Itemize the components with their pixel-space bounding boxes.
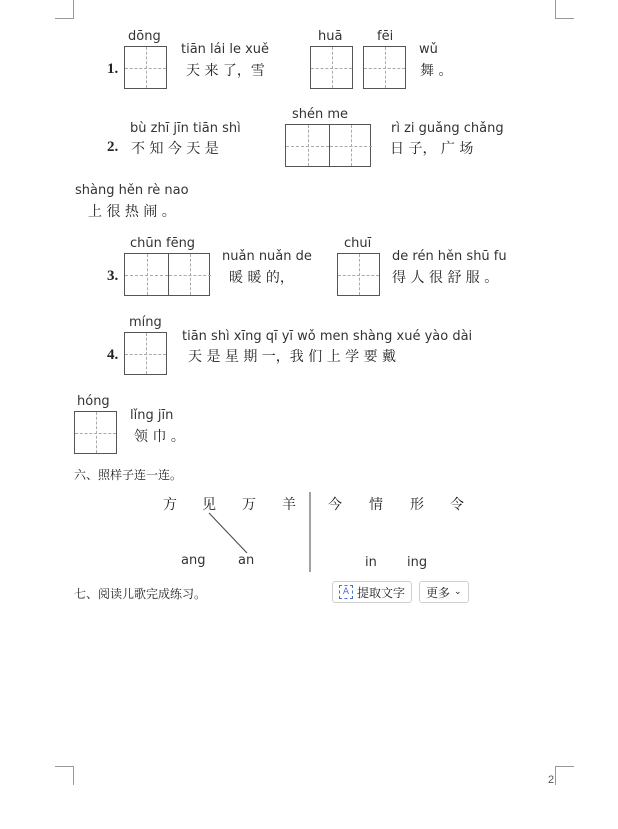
chevron-down-icon: ⌄ <box>454 587 462 597</box>
q1-pinyin-end: wǔ <box>419 42 438 57</box>
left-rime-ang: ang <box>181 553 206 568</box>
q1-pinyin-box1: dōng <box>128 29 161 44</box>
q4-pinyin-continued: lǐng jīn <box>130 408 174 423</box>
q3-pinyin-box1: chūn fēng <box>130 236 196 251</box>
left-char-4: 羊 <box>282 497 296 513</box>
extract-text-label: 提取文字 <box>357 585 406 600</box>
page-number: 2 <box>548 774 555 786</box>
right-char-4: 令 <box>450 497 464 513</box>
right-char-2: 情 <box>369 497 383 513</box>
left-rime-an: an <box>238 553 255 568</box>
section-6-title: 六、照样子连一连。 <box>74 468 183 482</box>
section-7-title: 七、阅读儿歌完成练习。 <box>74 587 207 601</box>
q2-hanzi-end: 日 子， 广 场 <box>390 141 474 157</box>
left-char-1: 方 <box>163 497 177 513</box>
q2-hanzi-continued: 上 很 热 闹 。 <box>88 204 176 220</box>
more-label: 更多 <box>426 585 451 600</box>
q4-pinyin-box2: hóng <box>77 394 110 409</box>
q1-number: 1. <box>107 61 119 77</box>
q4-pinyin-text: tiān shì xīng qī yī wǒ men shàng xué yào dài <box>182 329 473 344</box>
q4-number: 4. <box>107 347 119 363</box>
q4-hanzi-text: 天 是 星 期 一，我 们 上 学 要 戴 <box>188 349 397 365</box>
extract-text-button[interactable] <box>332 581 412 603</box>
more-button[interactable] <box>419 581 469 603</box>
q4-hanzi-continued: 领 巾 。 <box>134 429 185 445</box>
right-rime-ing: ing <box>407 555 428 570</box>
q2-pinyin-box: shén me <box>292 107 349 122</box>
q2-pinyin-text: bù zhī jīn tiān shì <box>130 121 241 136</box>
q2-hanzi-text: 不 知 今 天 是 <box>131 141 219 157</box>
q1-hanzi-end: 舞 。 <box>420 63 453 79</box>
q2-pinyin-end: rì zi guǎng chǎng <box>391 121 504 136</box>
q1-pinyin-text: tiān lái le xuě <box>181 42 270 57</box>
q3-pinyin-end: de rén hěn shū fu <box>392 249 507 264</box>
q1-pinyin-box2: huā <box>318 29 343 44</box>
example-connect-line <box>209 513 247 553</box>
q4-pinyin-box: míng <box>129 315 162 330</box>
q1-pinyin-box3: fēi <box>377 29 394 44</box>
q1-hanzi-text: 天 来 了，雪 <box>186 63 265 79</box>
q2-number: 2. <box>107 139 119 155</box>
q3-pinyin-mid: nuǎn nuǎn de <box>222 249 312 264</box>
text-scan-icon: A <box>339 585 353 599</box>
right-char-1: 今 <box>328 497 342 513</box>
q3-pinyin-box2: chuī <box>344 236 372 251</box>
left-char-2: 见 <box>202 497 216 513</box>
q3-hanzi-end: 得 人 很 舒 服 。 <box>392 270 499 286</box>
q2-pinyin-continued: shàng hěn rè nao <box>75 183 189 198</box>
right-char-3: 形 <box>410 497 424 513</box>
right-rime-in: in <box>365 555 377 570</box>
left-char-3: 万 <box>242 497 256 513</box>
q3-hanzi-mid: 暖 暖 的， <box>229 270 294 286</box>
q3-number: 3. <box>107 268 119 284</box>
